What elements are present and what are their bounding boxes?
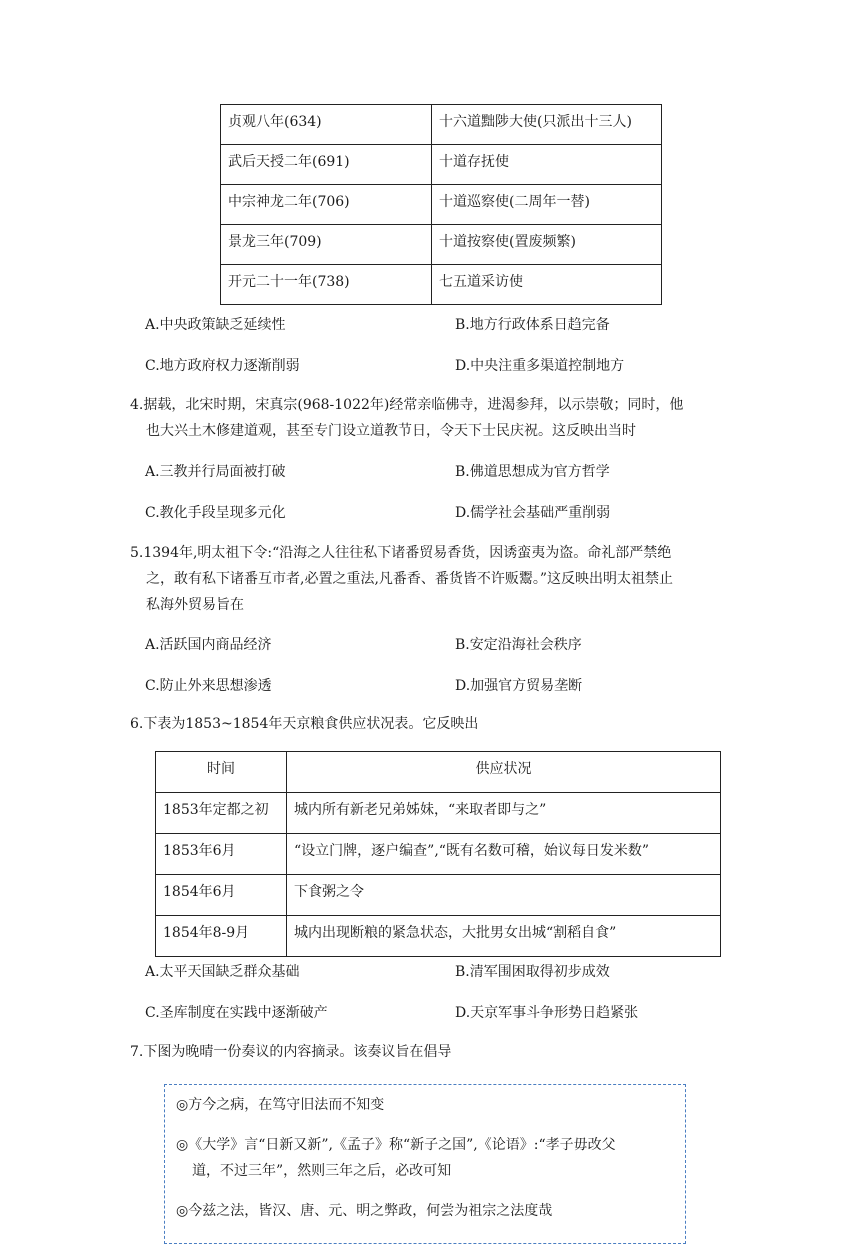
table-row bbox=[156, 834, 721, 875]
table-row bbox=[221, 105, 662, 145]
table-cell: 十六道黜陟大使(只派出十三人) bbox=[432, 105, 662, 145]
table-row bbox=[221, 185, 662, 225]
q6-option-b[interactable]: B.清军围困取得初步成效 bbox=[455, 964, 610, 980]
table-cell: 1853年定都之初 bbox=[156, 793, 287, 834]
table-row bbox=[221, 145, 662, 185]
q4-option-c[interactable]: C.教化手段呈现多元化 bbox=[145, 505, 286, 521]
table-row bbox=[156, 916, 721, 957]
table-cell: 十道巡察使(二周年一替) bbox=[432, 185, 662, 225]
column-header: 供应状况 bbox=[287, 752, 721, 793]
question-6 bbox=[130, 711, 732, 737]
table-cell: 城内所有新老兄弟姊妹，“来取者即与之” bbox=[287, 793, 721, 834]
table-header-row bbox=[156, 752, 721, 793]
table-cell: 城内出现断粮的紧急状态，大批男女出城“割稻自食” bbox=[287, 916, 721, 957]
q4-option-d[interactable]: D.儒学社会基础严重削弱 bbox=[455, 505, 611, 521]
table-cell: 七五道采访使 bbox=[432, 265, 662, 305]
table-cell: 开元二十一年(738) bbox=[221, 265, 432, 305]
question-text: 之，敢有私下诸番互市者,必置之重法,凡番香、番货皆不许贩鬻。”这反映出明太祖禁止 bbox=[146, 571, 674, 587]
question-text: 5.1394年,明太祖下令:“沿海之人往往私下诸番贸易香货，因诱蛮夷为盗。命礼部严禁绝 bbox=[130, 545, 672, 561]
question-7 bbox=[130, 1039, 732, 1065]
table-cell: 下食粥之令 bbox=[287, 875, 721, 916]
question-text: 7.下图为晚晴一份奏议的内容摘录。该奏议旨在倡导 bbox=[130, 1044, 452, 1060]
q3-option-a[interactable]: A.中央政策缺乏延续性 bbox=[145, 317, 286, 333]
table-row bbox=[156, 875, 721, 916]
table-row bbox=[221, 265, 662, 305]
q3-option-c[interactable]: C.地方政府权力逐渐削弱 bbox=[145, 358, 300, 374]
question-5 bbox=[130, 540, 732, 618]
excerpt-line: ◎《大学》言“日新又新”,《孟子》称“新子之国”,《论语》:“孝子毋改父 bbox=[176, 1137, 616, 1153]
table-cell: 十道存抚使 bbox=[432, 145, 662, 185]
excerpt-line: ◎今兹之法，皆汉、唐、元、明之弊政，何尝为祖宗之法度哉 bbox=[176, 1203, 553, 1219]
question-text: 私海外贸易旨在 bbox=[146, 597, 244, 613]
q4-option-b[interactable]: B.佛道思想成为官方哲学 bbox=[455, 464, 610, 480]
column-header: 时间 bbox=[156, 752, 287, 793]
table-cell: 1854年6月 bbox=[156, 875, 287, 916]
q5-option-d[interactable]: D.加强官方贸易垄断 bbox=[455, 678, 583, 694]
table-cell: 中宗神龙二年(706) bbox=[221, 185, 432, 225]
table-cell: 景龙三年(709) bbox=[221, 225, 432, 265]
q5-option-c[interactable]: C.防止外来思想渗透 bbox=[145, 678, 272, 694]
table-row bbox=[221, 225, 662, 265]
question-text: 也大兴土木修建道观，甚至专门设立道教节日，令天下士民庆祝。这反映出当时 bbox=[146, 423, 636, 439]
table-grain-supply bbox=[155, 751, 721, 957]
q5-option-a[interactable]: A.活跃国内商品经济 bbox=[145, 637, 272, 653]
table-cell: 十道按察使(置废频繁) bbox=[432, 225, 662, 265]
q3-option-b[interactable]: B.地方行政体系日趋完备 bbox=[455, 317, 610, 333]
table-dynasty-inspectors bbox=[220, 104, 662, 305]
table-cell: 1853年6月 bbox=[156, 834, 287, 875]
q3-option-d[interactable]: D.中央注重多渠道控制地方 bbox=[455, 358, 625, 374]
q5-option-b[interactable]: B.安定沿海社会秩序 bbox=[455, 637, 582, 653]
q6-option-c[interactable]: C.圣库制度在实践中逐渐破产 bbox=[145, 1005, 328, 1021]
q4-option-a[interactable]: A.三教并行局面被打破 bbox=[145, 464, 286, 480]
q6-option-d[interactable]: D.天京军事斗争形势日趋紧张 bbox=[455, 1005, 639, 1021]
table-cell: 1854年8-9月 bbox=[156, 916, 287, 957]
q6-option-a[interactable]: A.太平天国缺乏群众基础 bbox=[145, 964, 300, 980]
table-cell: “设立门牌，逐户编查”,“既有名数可稽，始议每日发米数” bbox=[287, 834, 721, 875]
excerpt-line: ◎方今之病，在笃守旧法而不知变 bbox=[176, 1097, 385, 1113]
excerpt-line: 道，不过三年”，然则三年之后，必改可知 bbox=[192, 1163, 452, 1179]
table-row bbox=[156, 793, 721, 834]
table-cell: 武后天授二年(691) bbox=[221, 145, 432, 185]
question-4 bbox=[130, 392, 732, 444]
question-text: 4.据载，北宋时期，宋真宗(968-1022年)经常亲临佛寺，进渴参拜，以示崇敬；同时，他 bbox=[130, 397, 684, 413]
question-text: 6.下表为1853~1854年天京粮食供应状况表。它反映出 bbox=[130, 716, 479, 732]
table-cell: 贞观八年(634) bbox=[221, 105, 432, 145]
